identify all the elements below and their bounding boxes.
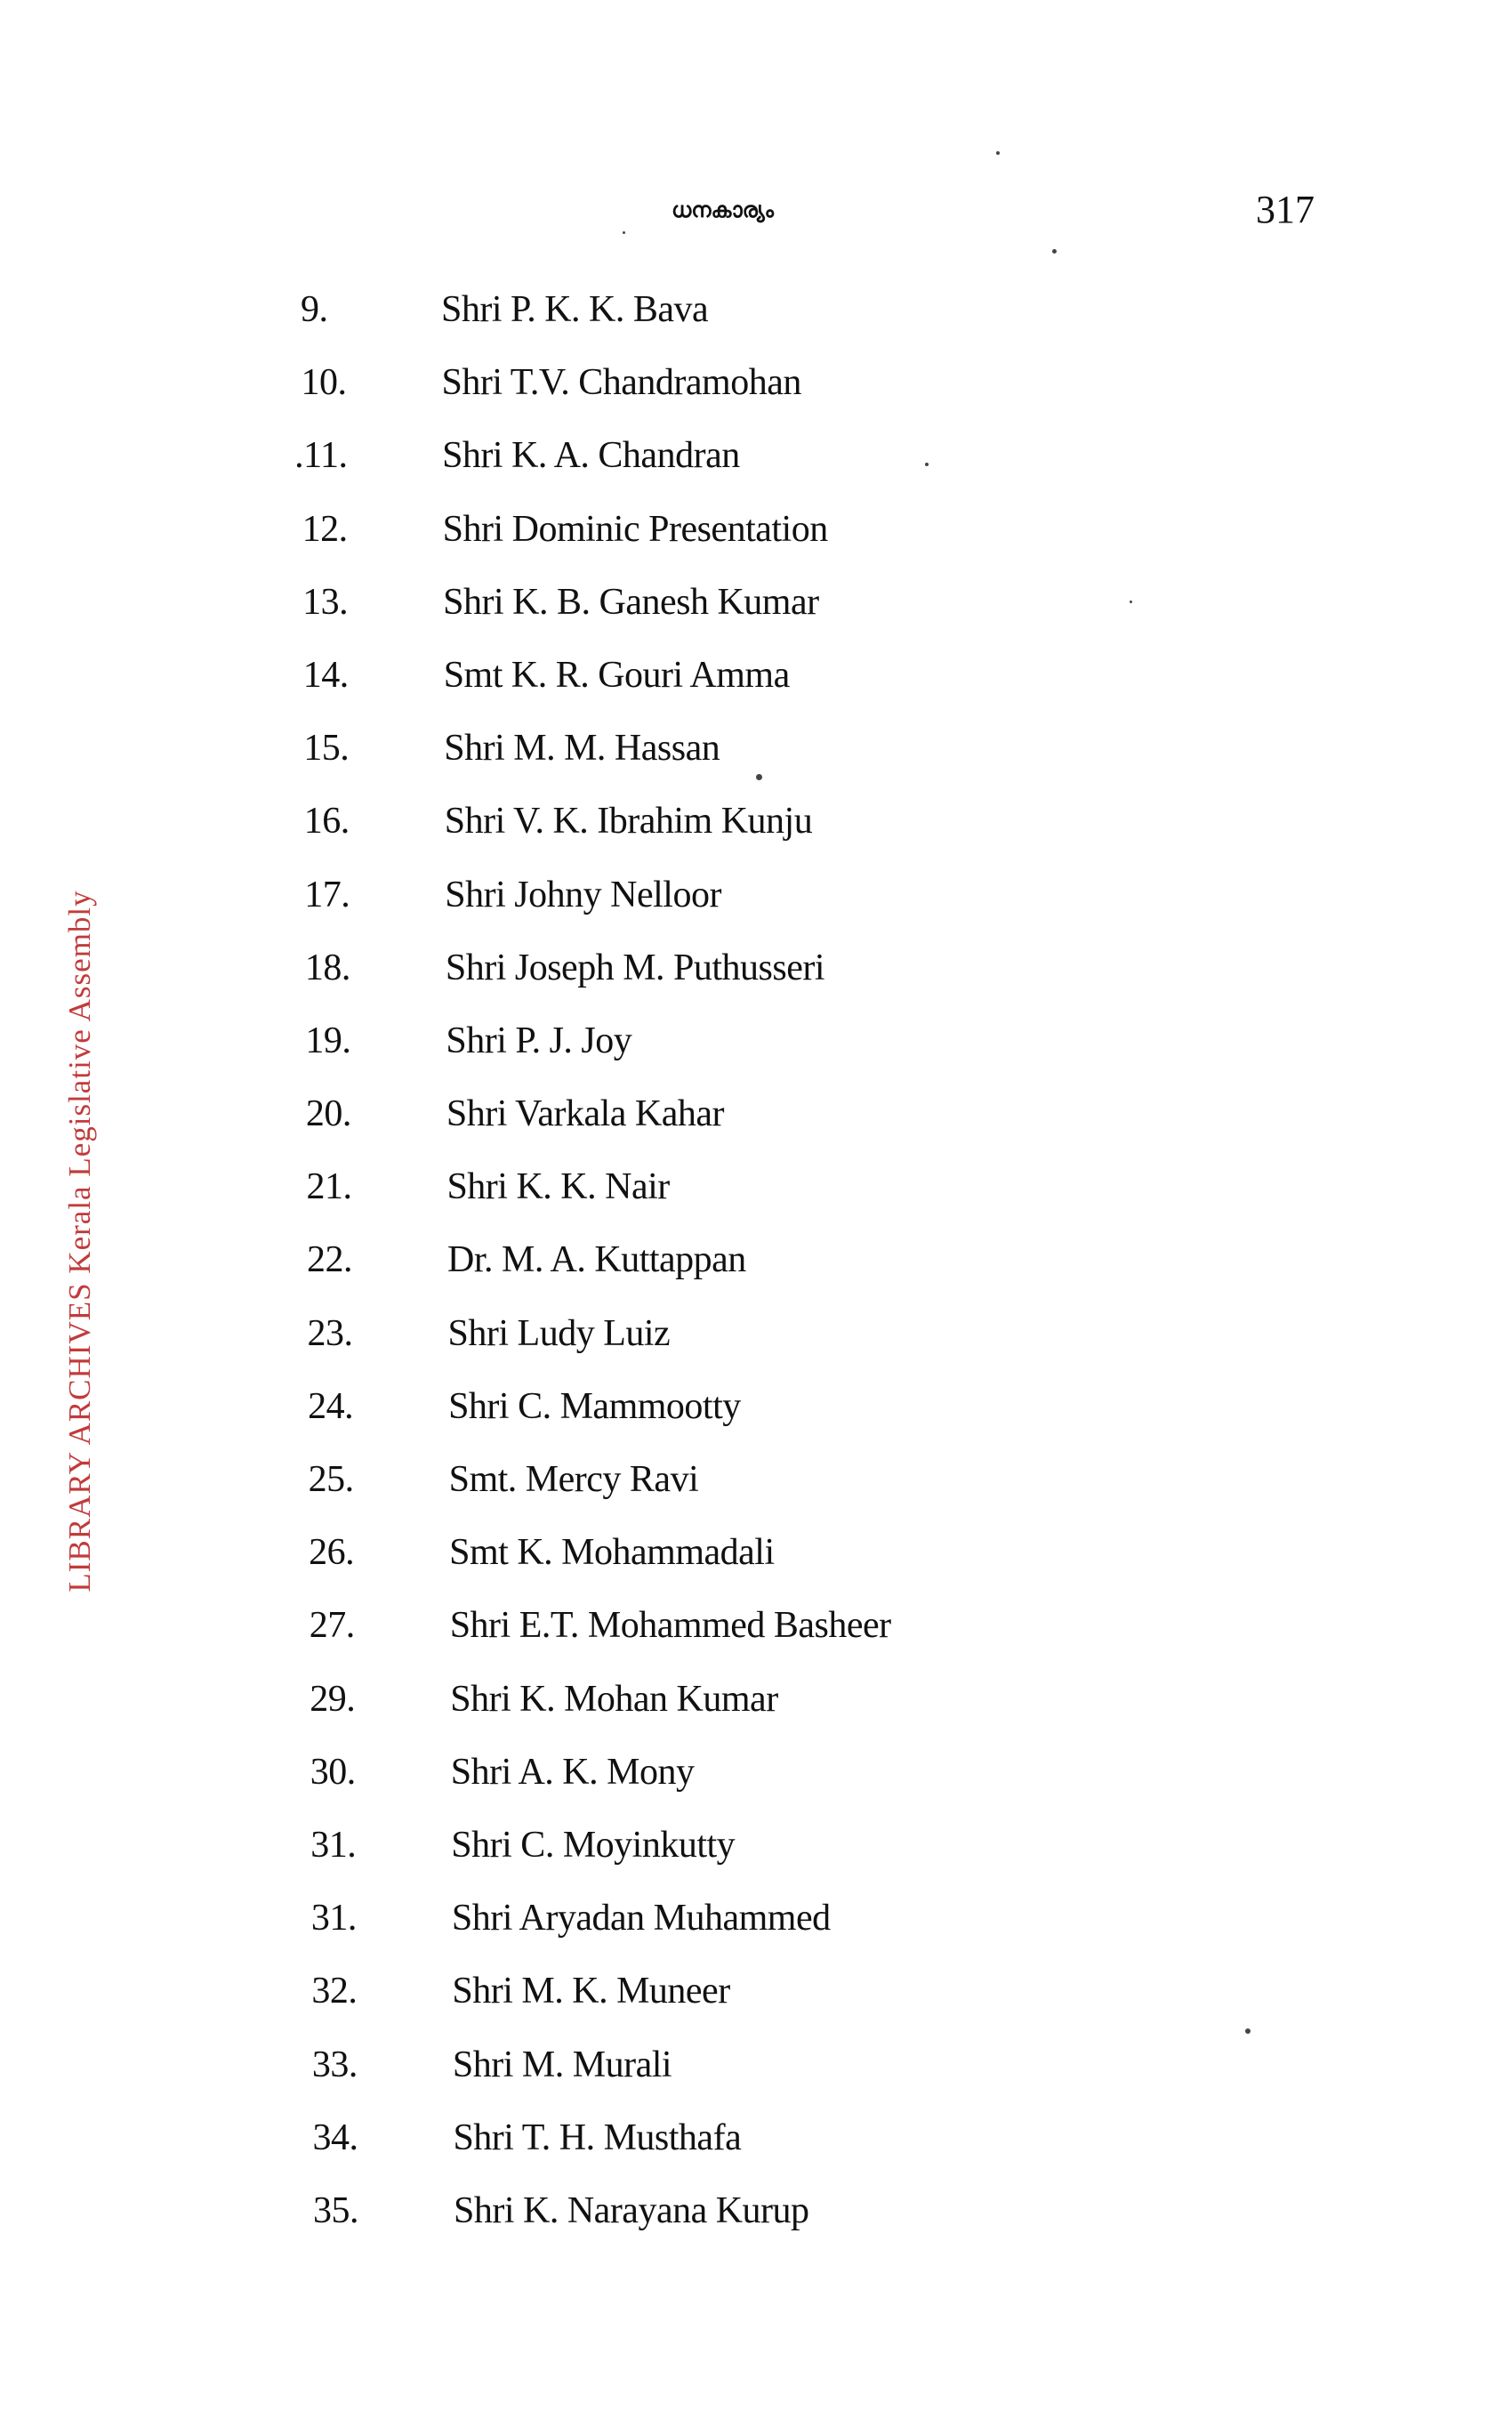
list-item	[0, 1818, 1512, 1891]
list-item	[0, 2111, 1512, 2184]
scan-speck	[996, 151, 1000, 155]
member-name: Shri E.T. Mohammed Basheer	[449, 1605, 891, 1647]
entry-number: 33.	[311, 2044, 358, 2085]
entry-number: 9.	[301, 289, 328, 330]
scan-speck	[1130, 601, 1132, 603]
list-item	[0, 283, 1512, 356]
member-name: Shri T.V. Chandramohan	[441, 362, 801, 404]
entry-number: 31.	[310, 1824, 357, 1866]
list-item	[0, 1599, 1512, 1672]
member-name: Shri Joseph M. Puthusseri	[445, 947, 825, 988]
list-item	[0, 1014, 1512, 1087]
member-name: Shri K. A. Chandran	[442, 435, 740, 477]
member-name: Shri P. K. K. Bava	[441, 289, 709, 330]
entry-number: 10.	[301, 362, 347, 404]
entry-number: 14.	[302, 654, 349, 696]
member-name: Shri T. H. Musthafa	[453, 2117, 742, 2158]
entry-number: 15.	[303, 728, 350, 770]
list-item	[0, 722, 1512, 794]
list-item	[0, 1307, 1512, 1380]
entry-number: 12.	[302, 508, 348, 550]
entry-number: 13.	[302, 581, 349, 623]
member-name: Shri K. Mohan Kumar	[450, 1678, 778, 1720]
member-name: Shri C. Moyinkutty	[451, 1824, 736, 1866]
list-item	[0, 576, 1512, 649]
entry-number: 19.	[305, 1020, 351, 1061]
list-item	[0, 356, 1512, 429]
scan-speck	[1052, 249, 1057, 254]
member-name: Shri V. K. Ibrahim Kunju	[444, 801, 813, 843]
list-item	[0, 503, 1512, 576]
member-name: Dr. M. A. Kuttappan	[447, 1239, 746, 1281]
member-name: Shri C. Mammootty	[448, 1385, 741, 1427]
scan-speck	[623, 231, 625, 234]
member-name: Shri Varkala Kahar	[446, 1093, 725, 1135]
entry-number: 21.	[306, 1166, 352, 1208]
list-item	[0, 1673, 1512, 1746]
entry-number: 16.	[303, 801, 350, 843]
list-item	[0, 2038, 1512, 2111]
member-name: Shri Aryadan Muhammed	[451, 1898, 831, 1939]
member-name: Shri Dominic Presentation	[442, 508, 828, 550]
entry-number: 18.	[304, 947, 350, 988]
member-name: Shri A. K. Mony	[450, 1751, 695, 1793]
entry-number: 31.	[310, 1898, 357, 1939]
scan-speck	[1245, 2028, 1251, 2034]
member-name: Shri M. K. Muneer	[452, 1971, 730, 2012]
scan-speck	[925, 463, 929, 466]
list-item	[0, 429, 1512, 502]
list-item	[0, 941, 1512, 1014]
member-name: Shri Ludy Luiz	[447, 1312, 671, 1354]
list-item	[0, 1526, 1512, 1599]
entry-number: 25.	[308, 1459, 354, 1500]
list-item	[0, 1964, 1512, 2037]
list-item	[0, 1380, 1512, 1453]
member-list	[0, 283, 1512, 2257]
list-item	[0, 1746, 1512, 1818]
entry-number: 32.	[311, 1971, 358, 2012]
member-name: Shri M. M. Hassan	[444, 728, 720, 770]
member-name: Shri K. B. Ganesh Kumar	[443, 581, 819, 623]
list-item	[0, 868, 1512, 941]
entry-number: 30.	[310, 1751, 356, 1793]
member-name: Smt K. Mohammadali	[449, 1532, 775, 1574]
entry-number: 29.	[310, 1678, 356, 1720]
entry-number: .11.	[294, 435, 348, 477]
entry-number: 27.	[309, 1605, 355, 1647]
member-name: Shri M. Murali	[452, 2044, 672, 2085]
running-header-title: ധനകാര്യം	[672, 198, 774, 222]
entry-number: 35.	[313, 2189, 358, 2231]
member-name: Shri P. J. Joy	[446, 1020, 632, 1061]
entry-number: 23.	[307, 1312, 353, 1354]
archive-watermark: LIBRARY ARCHIVES Kerala Legislative Assembly	[62, 890, 97, 1593]
member-name: Shri K. K. Nair	[446, 1166, 670, 1208]
entry-number: 24.	[308, 1385, 354, 1427]
entry-number: 20.	[305, 1093, 351, 1135]
entry-number: 17.	[304, 874, 350, 915]
list-item	[0, 1891, 1512, 1964]
member-name: Shri Johny Nelloor	[445, 874, 721, 915]
list-item	[0, 1453, 1512, 1526]
page-number: 317	[1256, 188, 1315, 231]
entry-number: 34.	[312, 2117, 358, 2158]
list-item	[0, 1233, 1512, 1306]
list-item	[0, 1087, 1512, 1160]
member-name: Smt. Mercy Ravi	[448, 1459, 699, 1500]
list-item	[0, 2184, 1512, 2257]
entry-number: 22.	[307, 1239, 352, 1281]
list-item	[0, 1160, 1512, 1233]
list-item	[0, 649, 1512, 722]
member-name: Smt K. R. Gouri Amma	[443, 654, 790, 696]
list-item	[0, 794, 1512, 867]
entry-number: 26.	[309, 1532, 355, 1574]
member-name: Shri K. Narayana Kurup	[454, 2189, 809, 2231]
scan-speck	[756, 774, 762, 780]
